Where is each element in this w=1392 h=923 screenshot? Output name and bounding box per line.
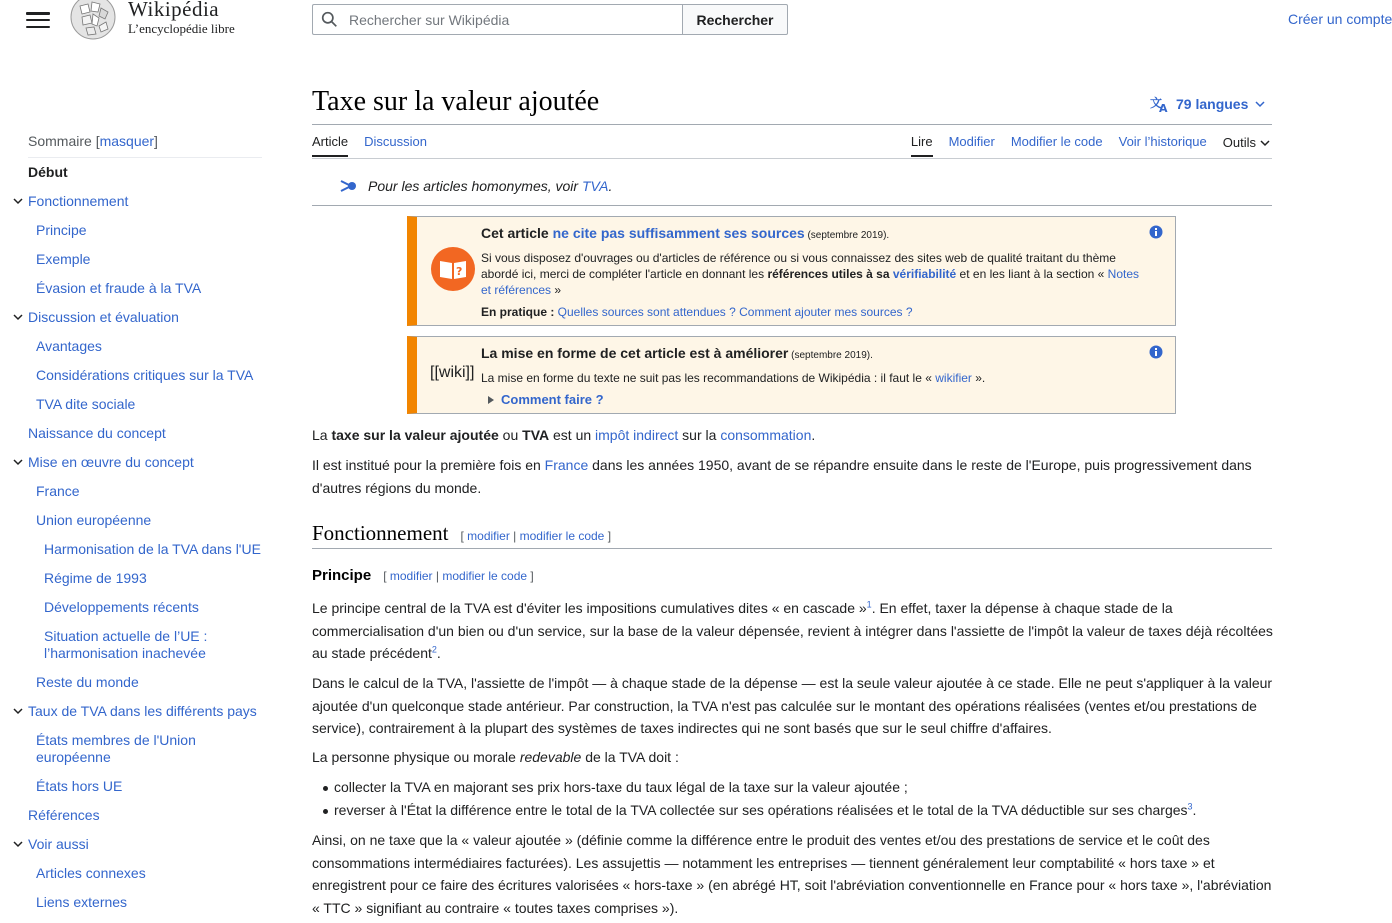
toc-hide-toggle[interactable]: masquer	[99, 133, 155, 149]
toc-item-etats-hors-ue[interactable]: États hors UE	[36, 778, 123, 794]
text: La	[312, 427, 332, 443]
toc-item-evasion[interactable]: Évasion et fraude à la TVA	[36, 280, 202, 296]
info-icon[interactable]	[1149, 225, 1163, 239]
section-divider	[312, 548, 1272, 549]
italic-term: redevable	[519, 749, 582, 765]
toc-item-liens-externes[interactable]: Liens externes	[36, 894, 128, 910]
language-selector[interactable]	[1150, 95, 1266, 113]
text: ou	[498, 427, 523, 443]
bracket: [	[383, 569, 390, 583]
svg-text:?: ?	[456, 265, 463, 278]
bracket: ]	[604, 529, 612, 543]
sources-warning-bold: références utiles à sa	[767, 267, 893, 281]
text: dans les années 1950, avant de se répandre ensuite dans le reste de l'Europe, puis progressivement dans d'autres régions du monde.	[312, 457, 1252, 496]
edit-subsection-source-link[interactable]: modifier le code	[442, 569, 528, 583]
separator: |	[509, 529, 520, 543]
toc-title: Sommaire	[28, 133, 92, 149]
subsection-edit-links	[383, 569, 534, 583]
text: La personne physique ou morale	[312, 749, 520, 765]
menu-bar	[26, 19, 50, 22]
formatting-warning-text-2: ».	[971, 371, 986, 385]
create-account-link[interactable]: Créer un compte	[1288, 11, 1392, 27]
bracket: ]	[527, 569, 534, 583]
intro-paragraph-2	[312, 454, 1274, 499]
bold-term: taxe sur la valeur ajoutée	[331, 427, 499, 443]
search-input[interactable]	[312, 4, 682, 35]
edit-subsection-link[interactable]: modifier	[389, 569, 433, 583]
link-france[interactable]: France	[544, 457, 589, 473]
toc-item-articles-connexes[interactable]: Articles connexes	[36, 865, 146, 881]
formatting-warning-body	[481, 345, 1141, 408]
disambiguation-icon	[340, 179, 360, 193]
section-title: Fonctionnement	[312, 521, 449, 545]
formatting-warning-date: (septembre 2019).	[788, 350, 873, 361]
text: de la TVA doit :	[581, 749, 679, 765]
toc-item-taux[interactable]: Taux de TVA dans les différents pays	[28, 703, 257, 719]
toc-item-references[interactable]: Références	[28, 807, 100, 823]
sources-warning-link[interactable]: ne cite pas suffisamment ses sources	[552, 225, 805, 241]
book-question-icon	[431, 247, 475, 291]
sources-warning-date: (septembre 2019).	[804, 230, 890, 241]
toc-bracket-close: ]	[154, 133, 158, 149]
text: collecter la TVA en majorant ses prix hors-taxe du taux légal de la taxe sur la valeur ajoutée ;	[334, 779, 908, 795]
disambiguation-hatnote	[340, 178, 612, 194]
main-menu-button[interactable]	[26, 12, 50, 28]
text: Ainsi, on ne taxe que la « valeur ajoutée » (définie comme la différence entre le produit des ventes et/ou des prestations de service et le coût des consommations intermédiaires facturées). Les assujettis — notamment les entreprises — tiennent généralement leur comptabilité « hors taxe » et enregistrent pour ce faire des écritures valorisées « hors-taxe » (en abrégé HT, soit l'abréviation conventionnelle en France pour « hors taxe », l'abréviation « TTC » signifiant au contraire « toutes taxes comprises »).	[312, 832, 1272, 916]
text: .	[436, 645, 441, 661]
hatnote-link-tva[interactable]: TVA	[581, 178, 609, 194]
text: . En effet, taxer la dépense à chaque stade de la commercialisation d'un bien ou d'un service, sur la base de la valeur dépensée, revient à intégrer dans l'assiette de l'impôt la valeur de taxes déjà récoltées au stade précédent	[312, 600, 1273, 661]
toc-section-mise-en-oeuvre	[12, 454, 262, 471]
formatting-warning-text: La mise en forme du texte ne suit pas les recommandations de Wikipédia : il faut le «	[481, 371, 936, 385]
text: sur la	[678, 427, 721, 443]
toc-item-avantages[interactable]: Avantages	[36, 338, 102, 354]
text: est un	[549, 427, 596, 443]
toc-section-voir-aussi	[12, 836, 262, 853]
principe-paragraph-3	[312, 746, 1274, 769]
edit-section-link[interactable]: modifier	[467, 529, 510, 543]
list-item	[322, 799, 1272, 822]
search-button[interactable]: Rechercher	[682, 4, 788, 35]
tools-menu[interactable]	[1223, 134, 1271, 157]
chevron-down-icon[interactable]	[12, 311, 24, 323]
text: Le principe central de la TVA est d'éviter les impositions cumulatives dites « en cascade »	[312, 600, 867, 616]
toc-item-fonctionnement[interactable]: Fonctionnement	[28, 193, 129, 209]
chevron-down-icon[interactable]	[12, 705, 24, 717]
namespace-tabs	[312, 134, 427, 157]
chevron-down-icon[interactable]	[12, 456, 24, 468]
toc-item-discussion[interactable]: Discussion et évaluation	[28, 309, 179, 325]
search-form	[312, 4, 788, 35]
edit-section-source-link[interactable]: modifier le code	[519, 529, 605, 543]
toc-item-debut[interactable]: Début	[28, 164, 68, 180]
text: Il est institué pour la première fois en	[312, 457, 545, 473]
title-divider	[312, 124, 1272, 125]
sources-warning-title: Cet article	[481, 225, 553, 241]
hatnote-text: Pour les articles homonymes, voir	[368, 178, 582, 194]
toc-item-etats-membres[interactable]: États membres de l'Union européenne	[36, 732, 196, 765]
toc-section-fonctionnement	[12, 193, 262, 210]
info-icon[interactable]	[1149, 345, 1163, 359]
toc-item-france[interactable]: France	[36, 483, 80, 499]
toc-section-discussion	[12, 309, 262, 326]
toc-item-exemple[interactable]: Exemple	[36, 251, 91, 267]
tools-label: Outils	[1222, 135, 1256, 150]
sources-warning-text: Si vous disposez d'ouvrages ou d'articles de référence ou si vous connaissez des sites web de qualité traitant du thème abordé ici, merci de compléter l'article en donnant les	[481, 251, 1116, 281]
svg-text:A: A	[1159, 102, 1168, 115]
bold-term: TVA	[522, 427, 550, 443]
tabs-divider	[312, 158, 1272, 159]
translate-icon	[1150, 95, 1170, 113]
view-tabs	[911, 134, 1271, 157]
tab-edit-source[interactable]: Modifier le code	[1010, 134, 1103, 149]
obligations-list	[322, 776, 1272, 821]
language-count: 79 langues	[1176, 96, 1249, 112]
link-consommation[interactable]: consommation	[720, 427, 812, 443]
add-sources-link[interactable]: Comment ajouter mes sources ?	[739, 305, 913, 319]
chevron-down-icon	[1259, 137, 1271, 149]
sources-warning-text-2: et en les liant à la section «	[956, 267, 1108, 281]
tab-edit[interactable]: Modifier	[948, 134, 995, 149]
separator: |	[432, 569, 443, 583]
toc-item-voir-aussi[interactable]: Voir aussi	[28, 836, 89, 852]
hatnote-period: .	[608, 178, 613, 194]
list-item	[322, 776, 1272, 799]
menu-bar	[26, 26, 50, 29]
how-to-label: Comment faire ?	[501, 392, 604, 407]
toc-item-developpements[interactable]: Développements récents	[44, 599, 199, 615]
subsection-heading-principe	[312, 567, 534, 584]
text: reverser à l'État la différence entre le total de la TVA collectée sur ses opérations réalisées et le total de la TVA déductible sur ses charges	[334, 801, 1188, 818]
hatnote-divider	[312, 205, 1272, 206]
menu-bar	[26, 12, 50, 15]
table-of-contents	[12, 133, 262, 923]
wikipedia-globe-logo[interactable]	[68, 0, 118, 42]
toc-item-reste-du-monde[interactable]: Reste du monde	[36, 674, 139, 690]
section-edit-links	[460, 529, 611, 543]
toc-item-considerations[interactable]: Considérations critiques sur la TVA	[36, 367, 254, 383]
reference-2[interactable]: 2	[431, 644, 437, 655]
reference-3[interactable]: 3	[1187, 800, 1193, 811]
expected-sources-link[interactable]: Quelles sources sont attendues ?	[557, 305, 736, 319]
triangle-right-icon	[487, 395, 495, 405]
chevron-down-icon[interactable]	[12, 195, 24, 207]
tab-discussion[interactable]: Discussion	[364, 134, 427, 149]
principe-paragraph-4	[312, 829, 1274, 919]
notes-references-link[interactable]: Notes et références	[481, 267, 1140, 297]
wikipedia-tagline: L’encyclopédie libre	[128, 21, 235, 36]
text: .	[811, 427, 816, 443]
reference-1[interactable]: 1	[866, 599, 872, 610]
search-icon	[321, 11, 338, 28]
text: Dans le calcul de la TVA, l'assiette de l'impôt — à chaque stade de la dépense — est la seule valeur ajoutée à ce stade. Elle ne peut s'appliquer à la valeur ajoutée d'un quelconque stade antérieur. Par construction, la TVA n'est pas calculée sur le montant des opérations réalisées (ventes et/ou prestations de service), contrairement à la plupart des systèmes de taxes indirectes qui ne sont basés que sur le seul chiffre d'affaires.	[312, 675, 1273, 736]
toc-item-principe[interactable]: Principe	[36, 222, 87, 238]
chevron-down-icon	[1254, 98, 1266, 110]
tab-history[interactable]: Voir l’historique	[1118, 134, 1207, 149]
toc-divider	[28, 157, 262, 158]
tab-article[interactable]: Article	[312, 134, 348, 157]
intro-paragraph-1	[312, 424, 1274, 447]
bracket: [	[460, 529, 468, 543]
toc-item-regime-1993[interactable]: Régime de 1993	[44, 570, 147, 586]
wikify-link[interactable]: wikifier	[935, 371, 972, 385]
sources-warning-text-3: »	[551, 283, 562, 297]
toc-item-harmonisation[interactable]: Harmonisation de la TVA dans l'UE	[44, 541, 261, 557]
svg-text:文: 文	[1150, 96, 1163, 110]
formatting-warning-title: La mise en forme de cet article est à améliorer	[481, 345, 789, 361]
toc-item-mise-en-oeuvre[interactable]: Mise en œuvre du concept	[28, 454, 194, 470]
sources-warning-box	[407, 216, 1176, 326]
principe-paragraph-1	[312, 597, 1274, 665]
how-to-toggle[interactable]	[481, 392, 1141, 408]
page-title: Taxe sur la valeur ajoutée	[312, 86, 600, 117]
toc-section-taux	[12, 703, 262, 720]
wikipedia-wordmark[interactable]: Wikipédia	[128, 0, 220, 21]
wiki-markup-icon: [[wiki]]	[430, 364, 475, 381]
tab-read[interactable]: Lire	[911, 134, 933, 157]
toc-header	[12, 133, 262, 153]
subsection-title: Principe	[312, 567, 372, 584]
toc-bracket-open: [	[95, 133, 100, 149]
section-heading-fonctionnement	[312, 521, 611, 546]
sources-warning-body	[481, 225, 1141, 320]
toc-item-situation-actuelle[interactable]: Situation actuelle de l’UE : l’harmonisation inachevée	[44, 628, 208, 661]
practice-label: En pratique :	[481, 305, 558, 319]
toc-item-naissance[interactable]: Naissance du concept	[28, 425, 166, 441]
toc-item-tva-sociale[interactable]: TVA dite sociale	[36, 396, 136, 412]
verifiability-link[interactable]: vérifiabilité	[892, 267, 957, 281]
chevron-down-icon[interactable]	[12, 838, 24, 850]
text: .	[1192, 801, 1197, 818]
formatting-warning-box	[407, 336, 1176, 414]
link-impot-indirect[interactable]: impôt indirect	[595, 427, 679, 443]
principe-paragraph-2	[312, 672, 1274, 740]
toc-item-union-europeenne[interactable]: Union européenne	[36, 512, 152, 528]
